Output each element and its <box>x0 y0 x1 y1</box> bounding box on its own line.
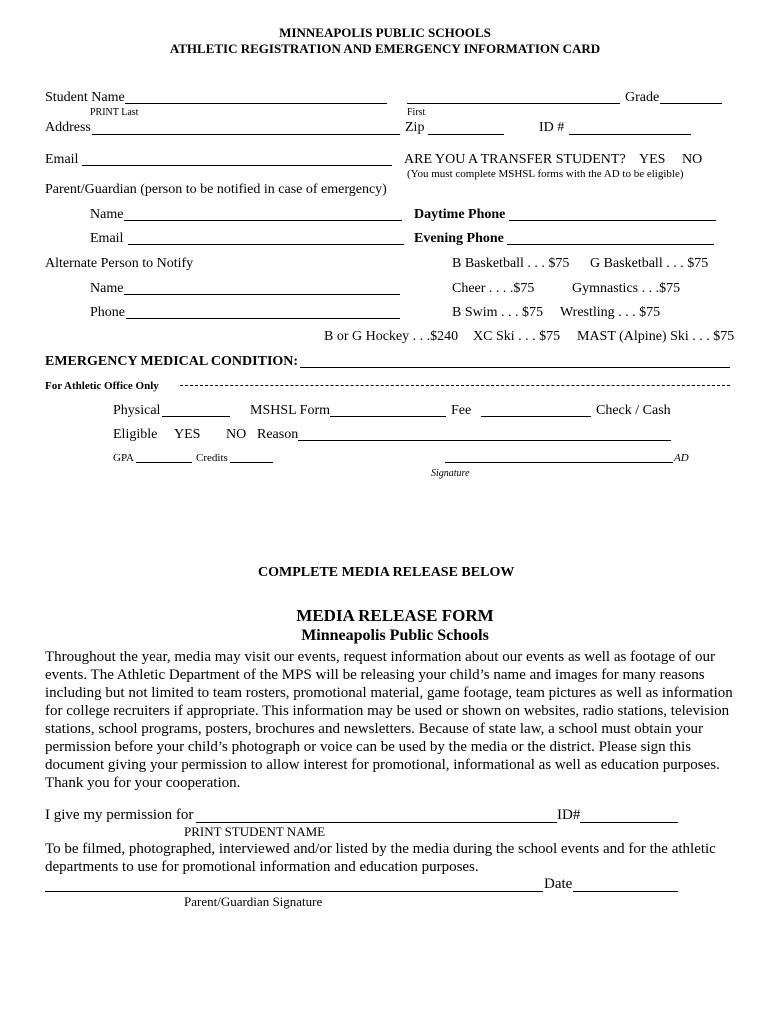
student-name-label: Student Name <box>45 90 125 105</box>
alternate-phone-label: Phone <box>90 305 125 320</box>
date-field[interactable] <box>573 891 678 892</box>
reason-field[interactable] <box>298 440 671 441</box>
address-label: Address <box>45 120 91 135</box>
alternate-name-field[interactable] <box>124 294 400 295</box>
check-cash-label: Check / Cash <box>596 403 671 418</box>
email-field[interactable] <box>82 165 392 166</box>
office-divider <box>180 385 730 386</box>
grade-label: Grade <box>625 90 660 105</box>
sport-b-swim[interactable]: B Swim . . . $75 <box>452 305 544 320</box>
date-label: Date <box>544 876 573 892</box>
eligible-label: Eligible <box>113 427 158 442</box>
sport-b-basketball[interactable]: B Basketball . . . $75 <box>452 256 570 271</box>
eligible-yes-option[interactable]: YES <box>174 427 201 442</box>
alternate-phone-field[interactable] <box>126 318 400 319</box>
guardian-name-field[interactable] <box>124 220 402 221</box>
mshsl-form-field[interactable] <box>330 416 446 417</box>
guardian-name-label: Name <box>90 207 124 222</box>
medical-condition-field[interactable] <box>300 367 730 368</box>
id-label: ID # <box>539 120 565 135</box>
address-field[interactable] <box>92 134 400 135</box>
transfer-no-option[interactable]: NO <box>682 152 703 167</box>
eligible-no-option[interactable]: NO <box>226 427 247 442</box>
media-release-title: MEDIA RELEASE FORM <box>296 606 494 625</box>
daytime-phone-label: Daytime Phone <box>414 207 506 222</box>
signature-label: Signature <box>431 468 470 479</box>
media-release-subtitle: Minneapolis Public Schools <box>301 627 489 644</box>
sport-wrestling[interactable]: Wrestling . . . $75 <box>560 305 661 320</box>
card-title: ATHLETIC REGISTRATION AND EMERGENCY INFORMATION CARD <box>169 41 601 56</box>
ad-signature-field[interactable] <box>445 462 673 463</box>
credits-label: Credits <box>196 452 228 464</box>
grade-field[interactable] <box>660 103 722 104</box>
consent-line-1: To be filmed, photographed, interviewed and/or listed by the media during the school events and for the athletic <box>45 841 716 857</box>
sport-g-basketball[interactable]: G Basketball . . . $75 <box>590 256 709 271</box>
fee-field[interactable] <box>481 416 591 417</box>
student-first-name-field[interactable] <box>407 103 620 104</box>
mshsl-form-label: MSHSL Form <box>250 403 331 418</box>
daytime-phone-field[interactable] <box>509 220 716 221</box>
transfer-question: ARE YOU A TRANSFER STUDENT? <box>404 152 626 167</box>
evening-phone-label: Evening Phone <box>414 231 504 246</box>
physical-label: Physical <box>113 403 161 418</box>
gpa-field[interactable] <box>136 462 192 463</box>
student-last-name-field[interactable] <box>125 103 387 104</box>
sport-mast-ski[interactable]: MAST (Alpine) Ski . . . $75 <box>577 329 735 344</box>
first-hint: First <box>407 107 426 118</box>
sport-xc-ski[interactable]: XC Ski . . . $75 <box>473 329 561 344</box>
media-release-paragraph: Throughout the year, media may visit our events, request information about our events as well as footage of our events. The Athletic Department of the MPS will be releasing your child’s name and images for many reasons including but not limited to team rosters, promotional material, game footage, team pictures as well as information for college recruiters if appropriate. This information may be used or shown on websites, radio stations, television stations, school programs, posters, brochures and newsletters. Because of state law, a school must obtain your permission before your child’s photograph or voice can be used by the media or the district. Please sign this document giving your permission to allow interest for promotional, informational as well as education purposes. Thank you for your cooperation. <box>45 649 733 791</box>
org-title: MINNEAPOLIS PUBLIC SCHOOLS <box>279 25 491 40</box>
media-instruction: COMPLETE MEDIA RELEASE BELOW <box>258 565 515 580</box>
permission-student-name-field[interactable] <box>196 822 557 823</box>
media-id-label: ID# <box>557 807 581 823</box>
sport-cheer[interactable]: Cheer . . . .$75 <box>452 281 535 296</box>
alternate-name-label: Name <box>90 281 124 296</box>
sport-gymnastics[interactable]: Gymnastics . . .$75 <box>572 281 681 296</box>
alternate-heading: Alternate Person to Notify <box>45 256 194 271</box>
media-id-field[interactable] <box>580 822 678 823</box>
evening-phone-field[interactable] <box>507 244 714 245</box>
zip-field[interactable] <box>428 134 504 135</box>
office-only-label: For Athletic Office Only <box>45 380 159 392</box>
print-student-name-hint: PRINT STUDENT NAME <box>184 824 326 839</box>
gpa-label: GPA <box>113 452 134 464</box>
guardian-email-label: Email <box>90 231 124 246</box>
guardian-heading: Parent/Guardian (person to be notified in case of emergency) <box>45 182 387 197</box>
print-last-hint: PRINT Last <box>90 107 139 118</box>
id-field[interactable] <box>569 134 691 135</box>
zip-label: Zip <box>405 120 425 135</box>
consent-line-2: departments to use for promotional information and education purposes. <box>45 859 479 875</box>
reason-label: Reason <box>257 427 299 442</box>
medical-condition-label: EMERGENCY MEDICAL CONDITION: <box>45 354 299 369</box>
guardian-signature-field[interactable] <box>45 891 543 892</box>
credits-field[interactable] <box>230 462 273 463</box>
permission-label: I give my permission for <box>45 807 194 823</box>
ad-label: AD <box>674 452 689 464</box>
email-label: Email <box>45 152 79 167</box>
transfer-yes-option[interactable]: YES <box>639 152 666 167</box>
guardian-email-field[interactable] <box>128 244 404 245</box>
fee-label: Fee <box>451 403 472 418</box>
physical-field[interactable] <box>162 416 230 417</box>
sport-hockey[interactable]: B or G Hockey . . .$240 <box>324 329 459 344</box>
transfer-note: (You must complete MSHSL forms with the AD to be eligible) <box>407 168 684 180</box>
guardian-signature-label: Parent/Guardian Signature <box>184 894 323 909</box>
